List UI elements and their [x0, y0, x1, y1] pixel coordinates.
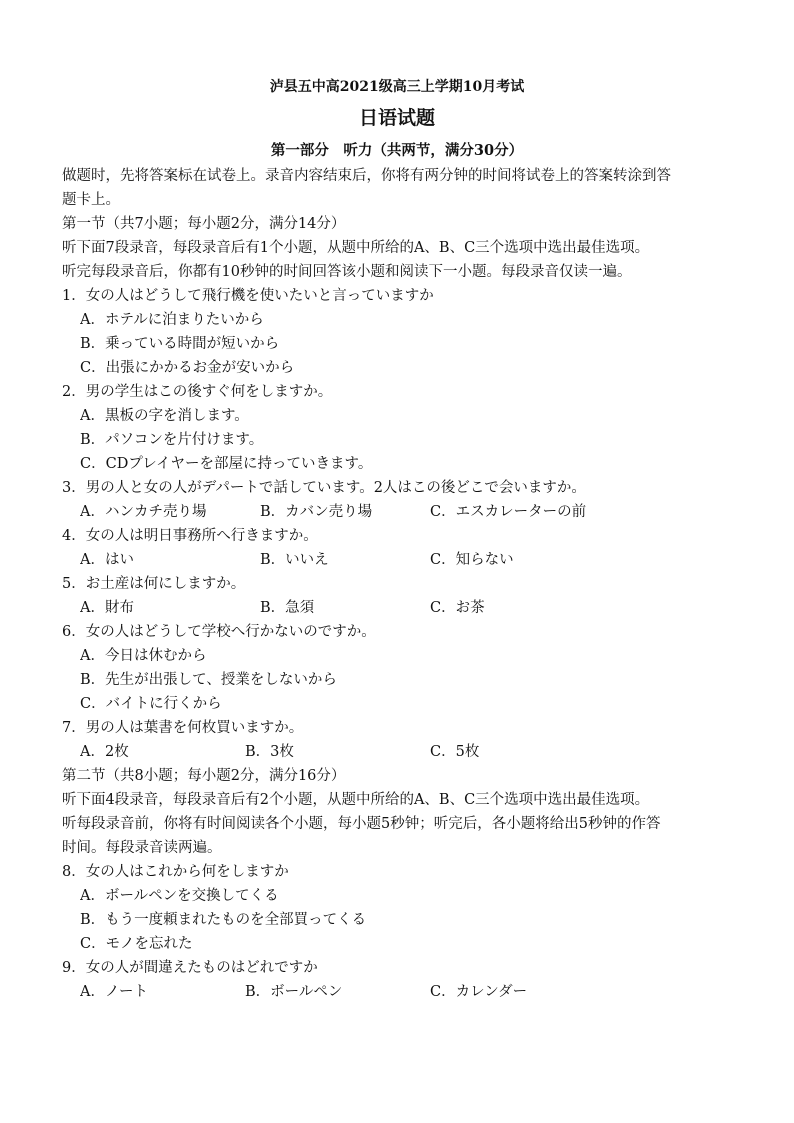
exam-title: 泸县五中高2021级高三上学期10月考试	[269, 79, 525, 95]
option-c: C．CDプレイヤーを部屋に持っていきます。	[80, 456, 373, 472]
section2-instruction: 听下面4段录音，每段录音后有2个小题，从题中所给的A、B、C三个选项中选出最佳选项。	[62, 792, 650, 808]
option-c: C．バイトに行くから	[80, 696, 222, 712]
option-c: C．エスカレーターの前	[430, 504, 587, 520]
option-row	[80, 982, 760, 1002]
option-row	[80, 742, 760, 762]
option-a: A．黒板の字を消します。	[80, 408, 249, 424]
option-b: B．ボールペン	[245, 984, 343, 1000]
subject-title: 日语试题	[358, 107, 435, 129]
option-c: C．カレンダー	[430, 984, 528, 1000]
option-b: B．急須	[260, 600, 315, 616]
option-b: B．3枚	[245, 744, 294, 760]
question-stem: 1．女の人はどうして飛行機を使いたいと言っていますか	[62, 288, 434, 304]
section2-instruction: 听每段录音前，你将有时间阅读各个小题，每小题5秒钟；听完后，各小题将给出5秒钟的作答	[62, 816, 661, 832]
option-b: B．パソコンを片付けます。	[80, 432, 264, 448]
option-c: C．モノを忘れた	[80, 936, 193, 952]
option-row	[80, 502, 760, 522]
part-title: 第一部分 听力（共两节，满分30分）	[270, 142, 524, 159]
option-c: C．出張にかかるお金が安いから	[80, 360, 295, 376]
option-a: A．ノート	[80, 984, 149, 1000]
option-row	[80, 598, 760, 618]
question-stem: 7．男の人は葉書を何枚買いますか。	[62, 720, 304, 736]
intro-line: 做题时，先将答案标在试卷上。录音内容结束后，你将有两分钟的时间将试卷上的答案转涂到答	[62, 168, 671, 184]
question-stem: 8．女の人はこれから何をしますか	[62, 864, 289, 880]
section1-instruction: 听下面7段录音，每段录音后有1个小题，从题中所给的A、B、C三个选项中选出最佳选项。	[62, 240, 650, 256]
option-c: C．知らない	[430, 552, 514, 568]
question-stem: 6．女の人はどうして学校へ行かないのですか。	[62, 624, 376, 640]
question-stem: 9．女の人が間違えたものはどれですか	[62, 960, 318, 976]
question-stem: 5．お土産は何にしますか。	[62, 576, 246, 592]
option-row	[80, 550, 760, 570]
option-a: A．今日は休むから	[80, 648, 207, 664]
option-a: A．ハンカチ売り場	[80, 504, 207, 520]
option-b: B．もう一度頼まれたものを全部買ってくる	[80, 912, 367, 928]
option-c: C．5枚	[430, 744, 480, 760]
intro-line: 题卡上。	[62, 192, 120, 208]
option-b: B．いいえ	[260, 552, 329, 568]
option-c: C．お茶	[430, 600, 485, 616]
option-b: B．カバン売り場	[260, 504, 373, 520]
question-stem: 3．男の人と女の人がデパートで話しています。2人はこの後どこで会いますか。	[62, 480, 586, 496]
section1-title: 第一节（共7小题；每小题2分，满分14分）	[62, 216, 346, 232]
option-a: A．2枚	[80, 744, 129, 760]
section1-instruction: 听完每段录音后，你都有10秒钟的时间回答该小题和阅读下一小题。每段录音仅读一遍。	[62, 264, 632, 280]
option-a: A．ホテルに泊まりたいから	[80, 312, 264, 328]
question-stem: 2．男の学生はこの後すぐ何をしますか。	[62, 384, 333, 400]
option-a: A．ボールペンを交換してくる	[80, 888, 279, 904]
section2-instruction: 时间。每段录音读两遍。	[62, 840, 222, 856]
option-b: B．乗っている時間が短いから	[80, 336, 280, 352]
option-a: A．はい	[80, 552, 134, 568]
question-stem: 4．女の人は明日事務所へ行きますか。	[62, 528, 318, 544]
section2-title: 第二节（共8小题；每小题2分，满分16分）	[62, 768, 346, 784]
option-a: A．財布	[80, 600, 134, 616]
option-b: B．先生が出張して、授業をしないから	[80, 672, 337, 688]
